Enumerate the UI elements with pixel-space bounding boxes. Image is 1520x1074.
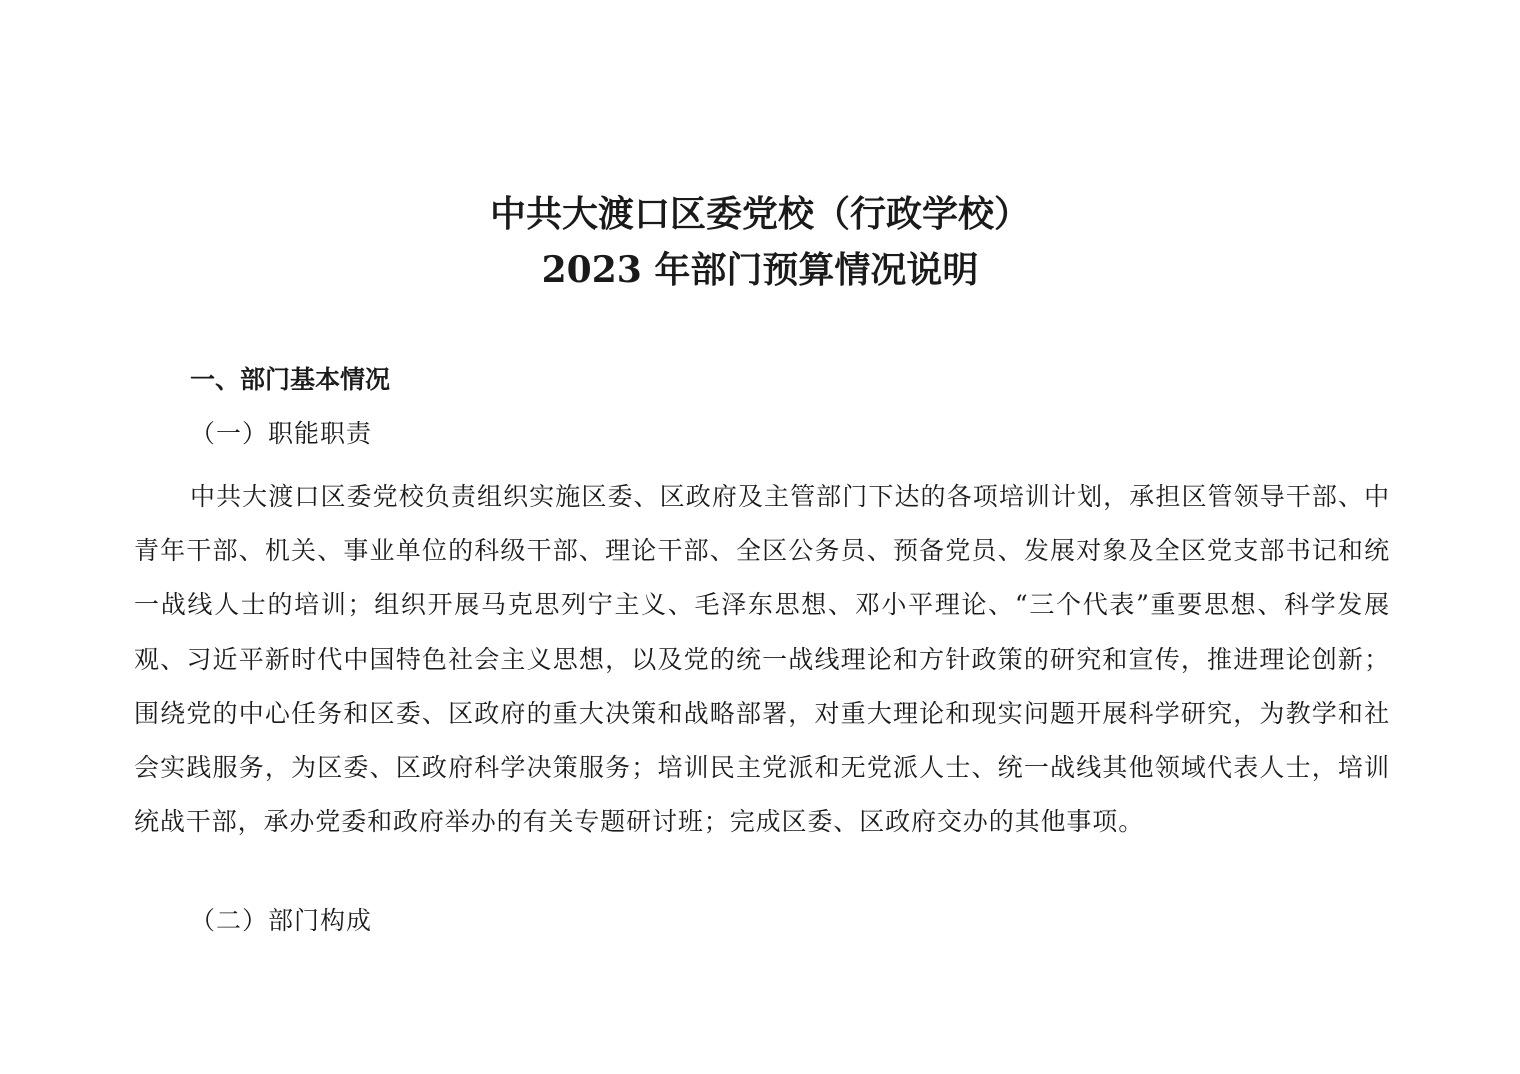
duties-paragraph: 中共大渡口区委党校负责组织实施区委、区政府及主管部门下达的各项培训计划，承担区管领导干部、中青年干部、机关、事业单位的科级干部、理论干部、全区公务员、预备党员、发展对象及全区党支部书记和统一战线人士的培训；组织开展马克思列宁主义、毛泽东思想、邓小平理论、“三个代表”重要思想、科学发展观、习近平新时代中国特色社会主义思想，以及党的统一战线理论和方针政策的研究和宣传，推进理论创新；围绕党的中心任务和区委、区政府的重大决策和战略部署，对重大理论和现实问题开展科学研究，为教学和社会实践服务，为区委、区政府科学决策服务；培训民主党派和无党派人士、统一战线其他领域代表人士，培训统战干部，承办党委和政府举办的有关专题研讨班；完成区委、区政府交办的其他事项。	[134, 482, 1390, 837]
document-title-line-1: 中共大渡口区委党校（行政学校）	[489, 193, 1030, 235]
subsection-heading-duties: （一）职能职责	[190, 419, 373, 448]
subsection-heading-composition: （二）部门构成	[190, 906, 373, 935]
section-heading-basic-info: 一、部门基本情况	[190, 365, 391, 394]
document-title-line-2: 2023 年部门预算情况说明	[541, 249, 979, 291]
